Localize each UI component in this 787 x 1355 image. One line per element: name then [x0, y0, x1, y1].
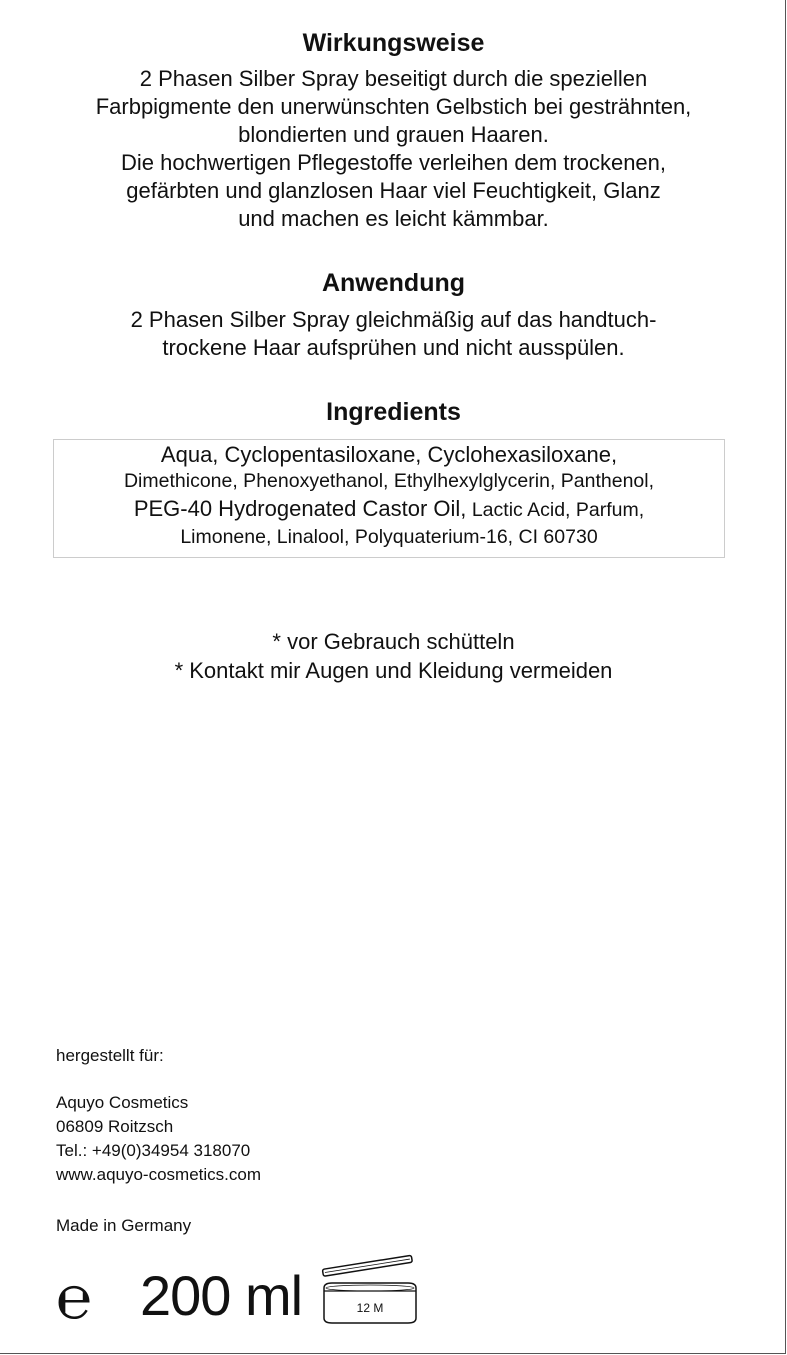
ingredients-line: [54, 495, 724, 524]
text-line: 2 Phasen Silber Spray gleichmäßig auf das handtuch-: [130, 307, 657, 332]
website: www.aquyo-cosmetics.com: [56, 1165, 262, 1184]
text-line: Farbpigmente den unerwünschten Gelbstich bei gesträhnten,: [95, 94, 692, 119]
manufacturer-address: [56, 1091, 261, 1187]
estimated-sign-icon: ℮: [56, 1263, 93, 1333]
text-line: trockene Haar aufsprühen und nicht ausspülen.: [162, 335, 625, 360]
ingredients-segment: Lactic Acid, Parfum,: [466, 499, 645, 521]
text-line: und machen es leicht kämmbar.: [238, 206, 549, 231]
ingredients-line: Limonene, Linalool, Polyquaterium-16, CI 60730: [180, 526, 598, 548]
company-name: Aquyo Cosmetics: [56, 1093, 189, 1112]
pao-period-label: 12 M: [356, 1301, 384, 1315]
warning-line: * vor Gebrauch schütteln: [272, 629, 515, 654]
open-jar-icon: [318, 1248, 422, 1326]
volume-label: 200 ml: [140, 1264, 303, 1327]
text-line: 2 Phasen Silber Spray beseitigt durch die speziellen: [139, 66, 648, 91]
ingredients-line: Aqua, Cyclopentasiloxane, Cyclohexasiloxane,: [160, 442, 618, 467]
warnings: [0, 627, 787, 685]
text-line: blondierten und grauen Haaren.: [238, 122, 549, 147]
ingredients-heading: Ingredients: [326, 398, 461, 426]
made-for-label: hergestellt für:: [56, 1046, 164, 1065]
wirkung-text: [0, 65, 787, 233]
text-line: Die hochwertigen Pflegestoffe verleihen dem trockenen,: [120, 150, 667, 175]
ingredients-segment: PEG-40 Hydrogenated Castor Oil,: [133, 496, 467, 521]
origin-label: Made in Germany: [56, 1216, 192, 1235]
phone-number: Tel.: +49(0)34954 318070: [56, 1141, 251, 1160]
anwendung-heading: Anwendung: [321, 269, 466, 297]
anwendung-text: [0, 306, 787, 362]
ingredients-line: Dimethicone, Phenoxyethanol, Ethylhexylglycerin, Panthenol,: [123, 470, 655, 492]
warning-line: * Kontakt mir Augen und Kleidung vermeiden: [174, 658, 613, 683]
ingredients-box: [53, 439, 725, 558]
postal-address: 06809 Roitzsch: [56, 1117, 174, 1136]
wirkung-heading: Wirkungsweise: [302, 29, 485, 57]
text-line: gefärbten und glanzlosen Haar viel Feuchtigkeit, Glanz: [126, 178, 661, 203]
